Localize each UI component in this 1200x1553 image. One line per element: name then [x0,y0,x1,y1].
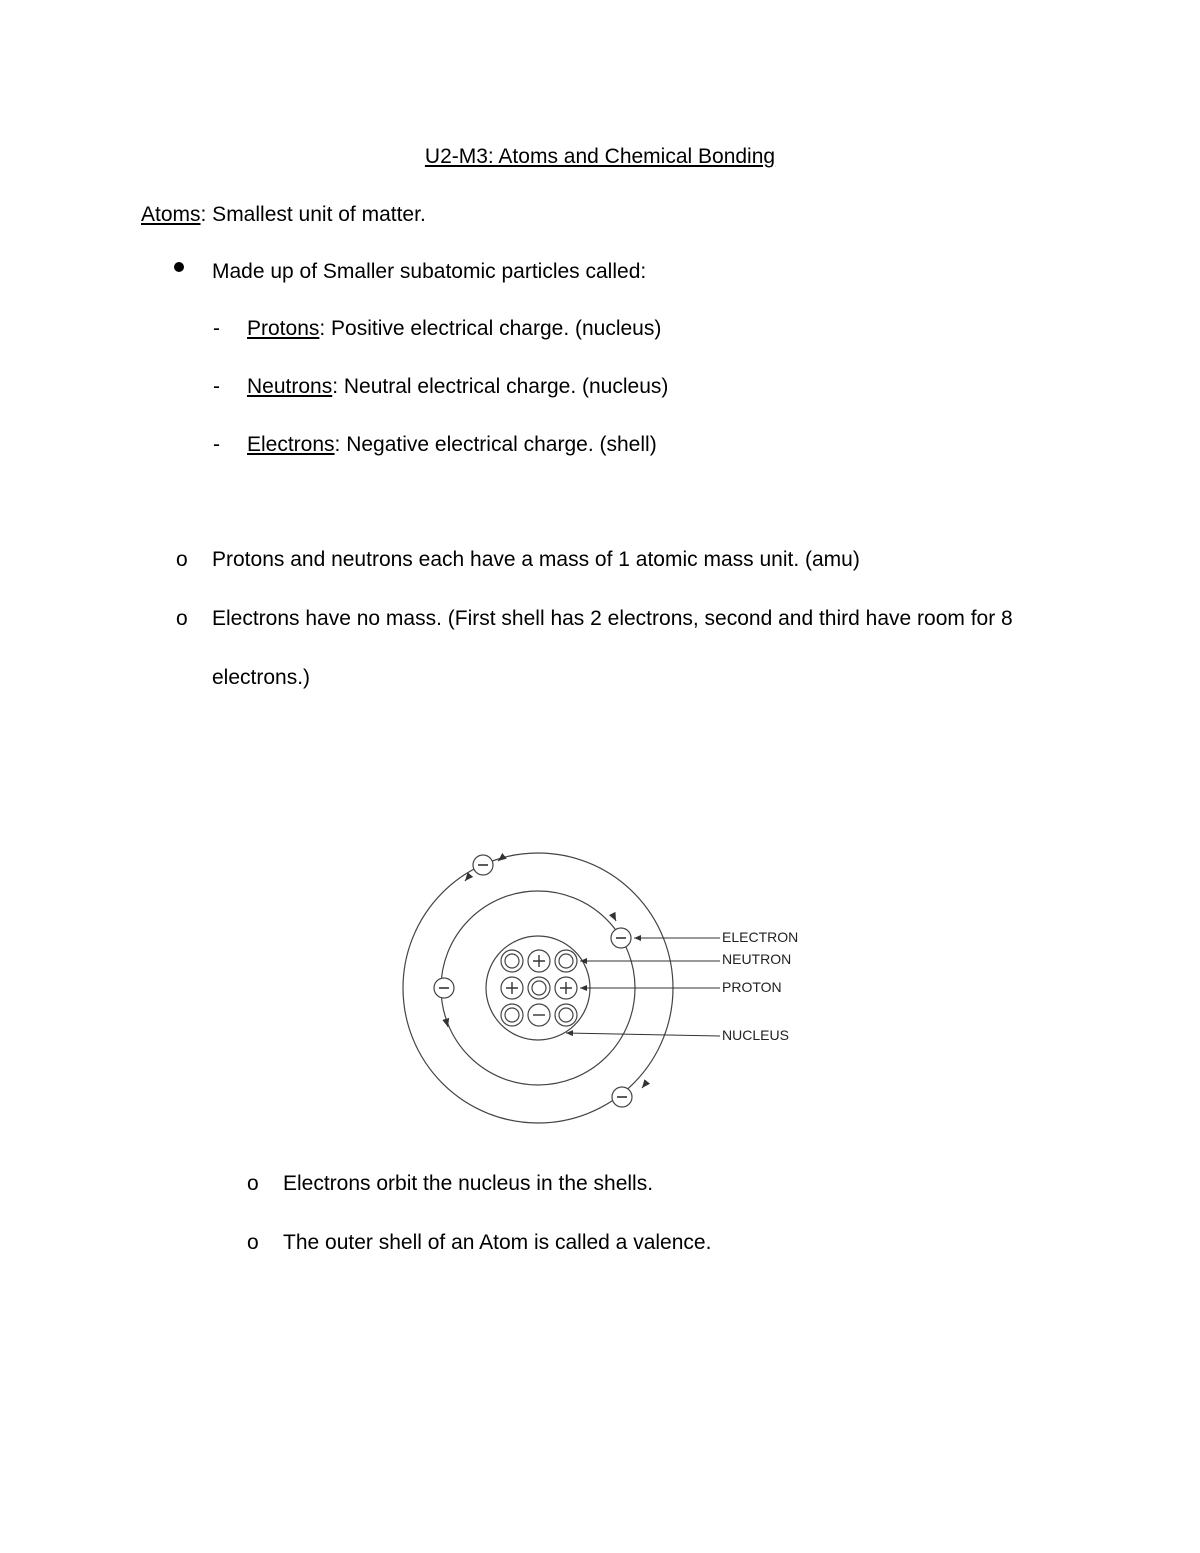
circle-bullet-icon: o [247,1231,259,1254]
bullet-dot-icon [174,262,184,272]
page-title: U2-M3: Atoms and Chemical Bonding [424,145,776,168]
atoms-definition-text: : Smallest unit of matter. [200,203,426,226]
particle-term: Electrons [247,433,335,456]
particle-term: Protons [247,317,320,340]
particle-description: : Neutral electrical charge. (nucleus) [332,375,669,398]
particle-electrons [247,433,657,457]
atoms-term: Atoms [141,203,201,226]
note-electrons-cont: electrons.) [212,666,311,689]
made-up-text: Made up of Smaller subatomic particles called: [212,260,647,283]
particle-neutrons [247,375,668,399]
note-valence: The outer shell of an Atom is called a valence. [283,1231,712,1254]
dash-marker: - [213,317,220,340]
note-mass: Protons and neutrons each have a mass of 1 atomic mass unit. (amu) [212,548,860,571]
particle-description: : Positive electrical charge. (nucleus) [319,317,662,340]
dash-marker: - [213,433,220,456]
atom-diagram [398,845,818,1135]
particle-protons [247,317,661,341]
atoms-definition [141,203,426,227]
label-electron: ELECTRON [722,929,799,945]
note-orbit: Electrons orbit the nucleus in the shells. [283,1172,654,1195]
label-proton: PROTON [722,979,782,995]
circle-bullet-icon: o [176,607,188,630]
particle-description: : Negative electrical charge. (shell) [334,433,657,456]
circle-bullet-icon: o [247,1172,259,1195]
label-nucleus: NUCLEUS [722,1027,789,1043]
note-electrons: Electrons have no mass. (First shell has 2 electrons, second and third have room for 8 [212,607,1013,630]
particle-term: Neutrons [247,375,333,398]
label-neutron: NEUTRON [722,951,792,967]
dash-marker: - [213,375,220,398]
circle-bullet-icon: o [176,548,188,571]
